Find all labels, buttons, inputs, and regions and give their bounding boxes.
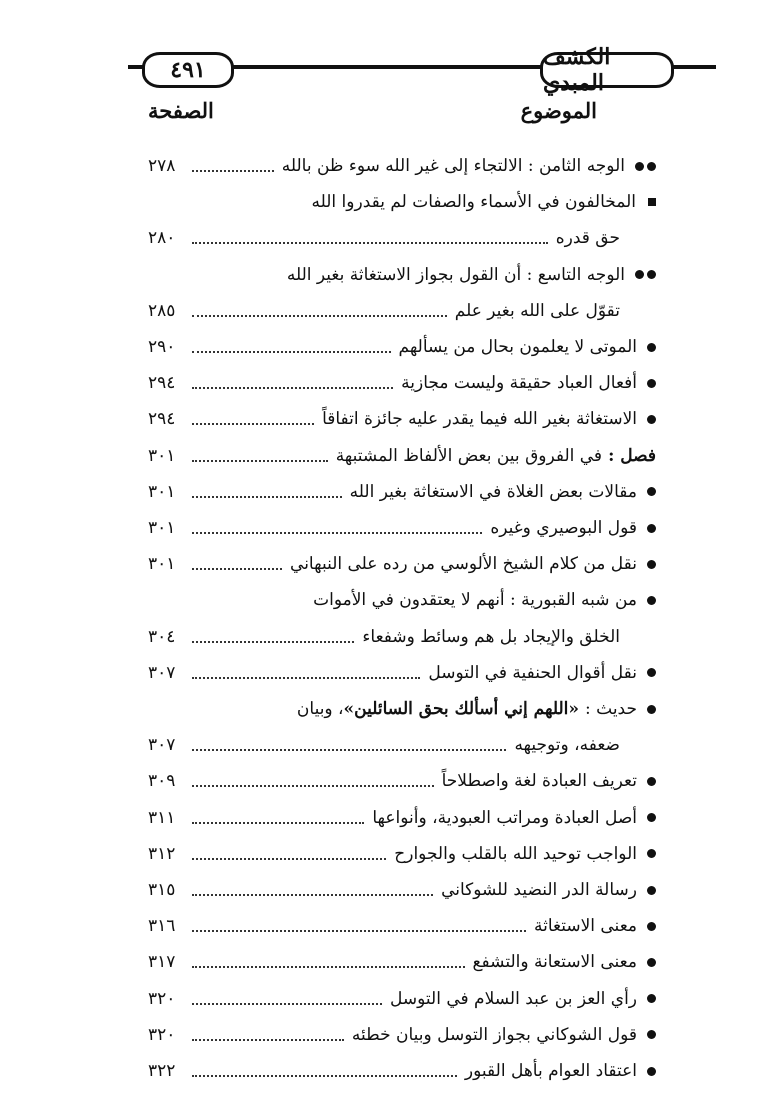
toc-entry-text: الموتى لا يعلمون بحال من يسألهم <box>398 337 637 357</box>
toc-entry-quote: «اللهم إني أسألك بحق السائلين» <box>343 699 579 719</box>
toc-entry-title <box>322 401 656 437</box>
bullet-icon <box>647 668 656 677</box>
toc-entry-text: مقالات بعض الغلاة في الاستغاثة بغير الله <box>349 481 637 502</box>
bullet-icon <box>647 560 656 569</box>
toc-entry-title <box>455 293 620 329</box>
toc-entry <box>148 836 656 872</box>
column-heading-topic: الموضوع <box>520 98 597 123</box>
toc-entry <box>148 257 656 293</box>
toc-entry <box>148 293 656 329</box>
toc-entry-page: ٣٢٢ <box>148 1061 176 1081</box>
toc-entry-page: ٣١٢ <box>148 843 176 864</box>
toc-entry <box>148 981 656 1017</box>
toc-entry <box>148 800 656 836</box>
toc-entry-text: نقل أقوال الحنفية في التوسل <box>428 662 637 683</box>
toc-entry-title <box>287 257 656 293</box>
toc-entry-page: ٣٠٤ <box>148 626 176 647</box>
leader-dots <box>192 641 354 643</box>
toc-entry-title <box>390 981 656 1017</box>
leader-dots <box>192 1039 344 1041</box>
toc-entry-text: الوجه الثامن : الالتجاء إلى غير الله سوء ظن بالله <box>281 156 625 176</box>
toc-entry-title <box>441 872 656 908</box>
toc-entry-page: ٣١٥ <box>148 880 176 900</box>
bullet-icon <box>647 415 656 424</box>
toc-entry-text: من شبه القبورية : أنهم لا يعتقدون في الأموات <box>313 590 637 611</box>
square-bullet-icon <box>648 198 656 206</box>
toc-entry <box>148 655 656 691</box>
leader-dots <box>192 242 548 244</box>
leader-dots <box>192 496 342 498</box>
toc-entry-title <box>473 944 657 980</box>
bullet-icon <box>647 886 656 895</box>
bullet-icon <box>647 343 656 352</box>
bullet-icon <box>647 487 656 496</box>
bullet-icon <box>647 379 656 388</box>
toc-entry-page: ٣١١ <box>148 807 176 828</box>
column-heading-page: الصفحة <box>148 98 214 123</box>
toc-entry <box>148 1017 656 1053</box>
toc-entry-page: ٣٠٧ <box>148 735 176 756</box>
leader-dots <box>192 785 434 787</box>
toc-entry-page: ٢٨٥ <box>148 300 176 321</box>
toc-entry-text: رأي العز بن عبد السلام في التوسل <box>390 988 637 1009</box>
bullet-icon <box>647 1067 656 1076</box>
toc-entry-title <box>372 800 656 836</box>
toc-entry-page: ٣٠١ <box>148 554 176 575</box>
toc-entry <box>148 944 656 980</box>
toc-entry-text: الخلق والإيجاد بل هم وسائط وشفعاء <box>362 626 620 647</box>
toc-entry <box>148 908 656 944</box>
toc-entry-text: معنى الاستغاثة <box>533 916 637 937</box>
leader-dots <box>192 170 274 172</box>
toc-entry-text: تعريف العبادة لغة واصطلاحاً <box>441 771 637 792</box>
toc-entry <box>148 474 656 510</box>
toc-entry-page: ٣٠١ <box>148 518 176 538</box>
toc-entry-page: ٣٠٧ <box>148 662 176 683</box>
toc-entry <box>148 220 656 256</box>
toc-entry-title <box>297 691 656 727</box>
bullet-icon <box>647 958 656 967</box>
toc-entry <box>148 546 656 582</box>
leader-dots <box>192 894 433 896</box>
toc-entry-text: في الفروق بين بعض الألفاظ المشتبهة <box>335 445 603 466</box>
toc-entry-title <box>442 763 656 799</box>
toc-entry-title <box>399 329 656 365</box>
toc-entry-text: نقل من كلام الشيخ الألوسي من رده على النبهاني <box>290 554 637 575</box>
leader-dots <box>192 858 386 860</box>
toc-entry-text: قول البوصيري وغيره <box>490 518 637 538</box>
leader-dots <box>192 1075 457 1077</box>
toc-entry <box>148 763 656 799</box>
toc-entry-prefix: حديث : <box>585 699 637 719</box>
toc-entry-page: ٢٩٤ <box>148 409 176 430</box>
toc-entry-page: ٢٨٠ <box>148 228 176 249</box>
toc-entry-title <box>352 1017 656 1053</box>
toc-entry-page: ٢٩٤ <box>148 373 176 394</box>
toc-entry-title <box>313 582 656 618</box>
toc-entry-title <box>290 546 656 582</box>
leader-dots <box>192 822 364 824</box>
toc-entry-text: الاستغاثة بغير الله فيما يقدر عليه جائزة اتفاقاً <box>322 409 637 430</box>
bullet-icon <box>647 849 656 858</box>
toc-entry <box>148 401 656 437</box>
toc-entry <box>148 184 656 220</box>
bullet-icon <box>647 1030 656 1039</box>
leader-dots <box>192 966 465 968</box>
toc-entry-page: ٣٠١ <box>148 445 176 466</box>
toc-entry-title <box>336 438 656 474</box>
toc-entry-text: رسالة الدر النضيد للشوكاني <box>441 880 637 900</box>
toc-entry-title <box>490 510 656 546</box>
leader-dots <box>192 568 282 570</box>
toc-entry-page: ٣١٧ <box>148 952 176 973</box>
toc-entry-page: ٣٠٩ <box>148 771 176 792</box>
toc-entry <box>148 510 656 546</box>
toc-entry <box>148 619 656 655</box>
page-header <box>128 44 716 96</box>
toc-entry-text: الواجب توحيد الله بالقلب والجوارح <box>394 843 637 864</box>
toc-entry-title <box>514 727 620 763</box>
toc-entry-text: ، وبيان <box>296 699 344 719</box>
leader-dots <box>192 1003 382 1005</box>
toc-entry-title <box>534 908 656 944</box>
toc-entry <box>148 727 656 763</box>
toc-entry-text: أصل العبادة ومراتب العبودية، وأنواعها <box>372 807 637 828</box>
toc-entry-title <box>401 365 656 401</box>
toc-entry <box>148 1053 656 1089</box>
toc-entry-title <box>282 148 656 184</box>
leader-dots <box>192 532 482 534</box>
toc-entry-page: ٢٩٠ <box>148 337 176 357</box>
toc-entry-title <box>428 655 656 691</box>
toc-entry <box>148 365 656 401</box>
leader-dots <box>192 749 506 751</box>
toc-entry-text: ضعفه، وتوجيهه <box>514 735 620 756</box>
bullet-icon <box>647 596 656 605</box>
toc-entry-page: ٣٢٠ <box>148 988 176 1009</box>
toc-entry <box>148 329 656 365</box>
toc-entry <box>148 872 656 908</box>
toc-entry-title <box>362 619 620 655</box>
toc-entry <box>148 582 656 618</box>
bullet-icon <box>647 524 656 533</box>
toc-entry-page: ٣٠١ <box>148 481 176 502</box>
toc-entry-text: تقوّل على الله بغير علم <box>454 300 620 321</box>
toc-entry-text: اعتقاد العوام بأهل القبور <box>464 1061 637 1081</box>
leader-dots <box>192 930 526 932</box>
bullet-icon <box>647 994 656 1003</box>
leader-dots <box>192 460 328 462</box>
double-bullet-icon <box>635 270 656 279</box>
toc-entry-page: ٣٢٠ <box>148 1024 176 1045</box>
leader-dots <box>192 677 420 679</box>
leader-dots <box>192 315 447 317</box>
leader-dots <box>192 423 314 425</box>
toc-entry-text: المخالفون في الأسماء والصفات لم يقدروا الله <box>311 192 636 213</box>
double-bullet-icon <box>635 162 656 171</box>
toc-entry-text: أفعال العباد حقيقة وليست مجازية <box>401 373 637 394</box>
toc-entry-title <box>465 1053 656 1089</box>
bullet-icon <box>647 705 656 714</box>
toc-entry-prefix: فصل : <box>608 445 656 466</box>
toc-entry <box>148 691 656 727</box>
leader-dots <box>192 351 391 353</box>
toc-entry-page: ٣١٦ <box>148 916 176 937</box>
leader-dots <box>192 387 393 389</box>
toc-entry <box>148 148 656 184</box>
toc-entry-title <box>350 474 656 510</box>
toc-entry-page: ٢٧٨ <box>148 156 176 176</box>
bullet-icon <box>647 777 656 786</box>
toc-entry-text: الوجه التاسع : أن القول بجواز الاستغاثة بغير الله <box>286 264 625 285</box>
toc-entry <box>148 438 656 474</box>
toc-entry-title <box>556 220 620 256</box>
toc-entry-text: معنى الاستعانة والتشفع <box>472 952 637 973</box>
bullet-icon <box>647 922 656 931</box>
toc-entry-text: حق قدره <box>555 228 620 249</box>
toc-entry-text: قول الشوكاني بجواز التوسل وبيان خطئه <box>351 1024 637 1045</box>
toc-entry-title <box>312 184 657 220</box>
bullet-icon <box>647 813 656 822</box>
toc-entry-title <box>394 836 656 872</box>
page-number: ٤٩١ <box>142 52 234 88</box>
book-title: الكشف المبدي <box>540 52 674 88</box>
